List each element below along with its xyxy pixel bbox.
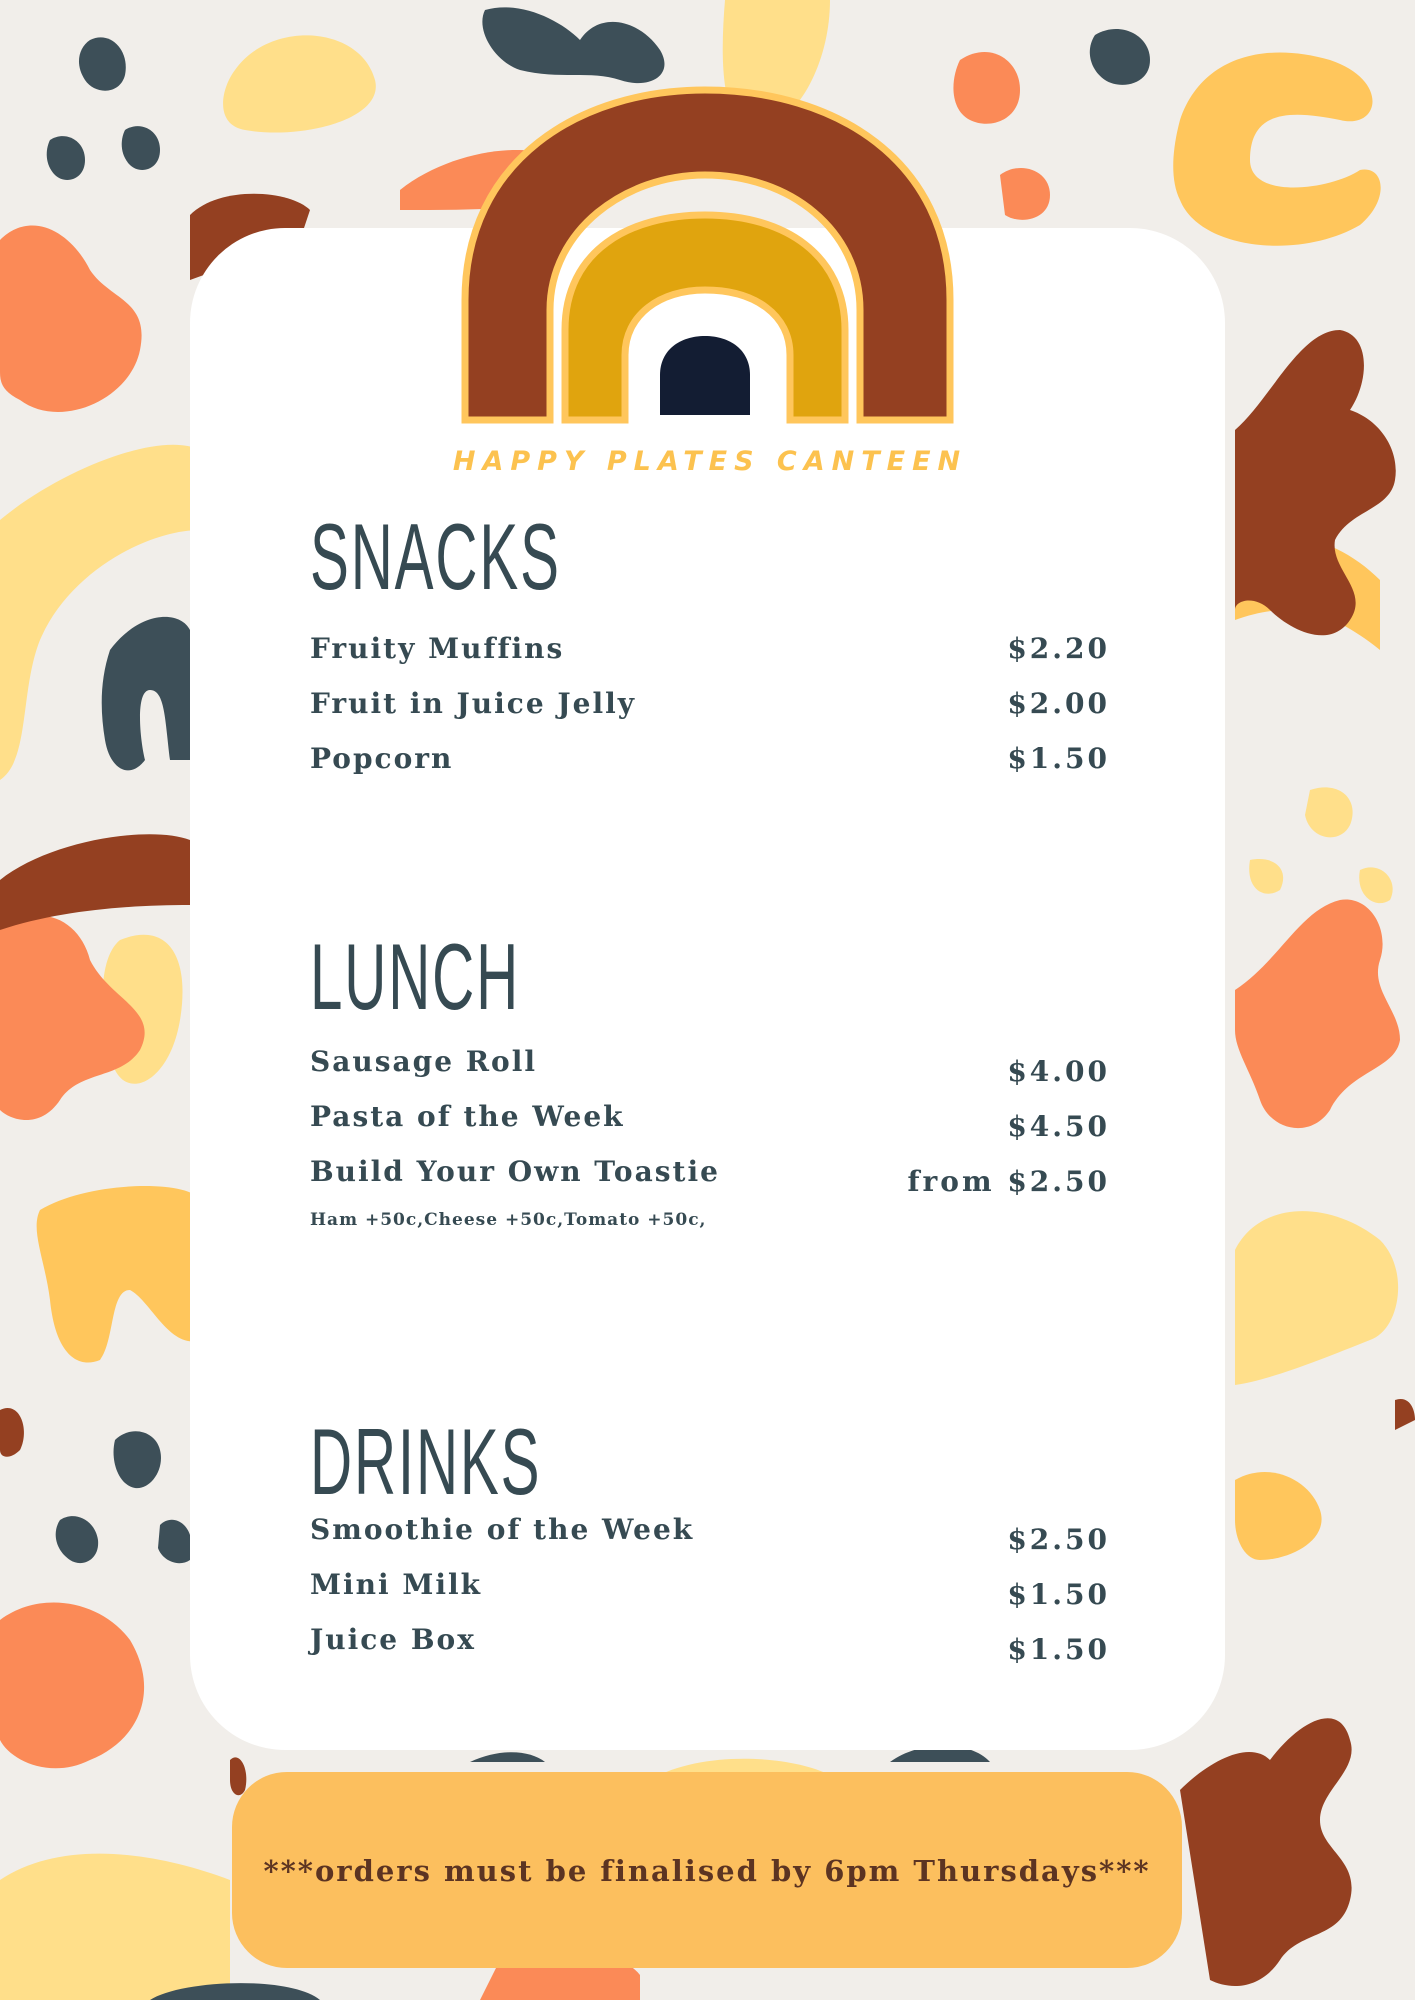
brand-name: HAPPY PLATES CANTEEN — [452, 446, 968, 477]
section-title-lunch: LUNCH — [310, 924, 521, 1029]
menu-item — [310, 1623, 1110, 1673]
toastie-extras-note: Ham +50c,Cheese +50c,Tomato +50c, — [310, 1210, 707, 1230]
menu-item — [310, 1513, 1110, 1563]
item-price: $1.50 — [1007, 742, 1110, 775]
item-name: Mini Milk — [310, 1568, 483, 1601]
menu-item — [310, 1100, 1110, 1150]
item-price: $2.00 — [1007, 687, 1110, 720]
order-deadline-text: ***orders must be finalised by 6pm Thursdays*** — [263, 1854, 1151, 1888]
rainbow-logo-icon — [440, 70, 980, 450]
item-name: Fruit in Juice Jelly — [310, 687, 637, 720]
section-title-drinks: DRINKS — [310, 1409, 542, 1514]
menu-item — [310, 1568, 1110, 1618]
item-price: $2.50 — [1007, 1523, 1110, 1556]
order-deadline-banner — [232, 1772, 1182, 1968]
item-name: Fruity Muffins — [310, 632, 565, 665]
item-name: Build Your Own Toastie — [310, 1155, 720, 1188]
menu-item — [310, 1045, 1110, 1095]
item-price: $4.50 — [1007, 1110, 1110, 1143]
item-name: Juice Box — [310, 1623, 476, 1656]
item-price: $4.00 — [1007, 1055, 1110, 1088]
menu-item — [310, 1155, 1110, 1205]
menu-item — [310, 687, 1110, 737]
item-price: $1.50 — [1007, 1578, 1110, 1611]
item-name: Popcorn — [310, 742, 454, 775]
item-price: $1.50 — [1007, 1633, 1110, 1666]
item-name: Smoothie of the Week — [310, 1513, 695, 1546]
item-name: Sausage Roll — [310, 1045, 537, 1078]
menu-item — [310, 632, 1110, 682]
item-price: from $2.50 — [907, 1165, 1110, 1198]
item-price: $2.20 — [1007, 632, 1110, 665]
section-title-snacks: SNACKS — [310, 504, 561, 609]
item-name: Pasta of the Week — [310, 1100, 625, 1133]
menu-item — [310, 742, 1110, 792]
